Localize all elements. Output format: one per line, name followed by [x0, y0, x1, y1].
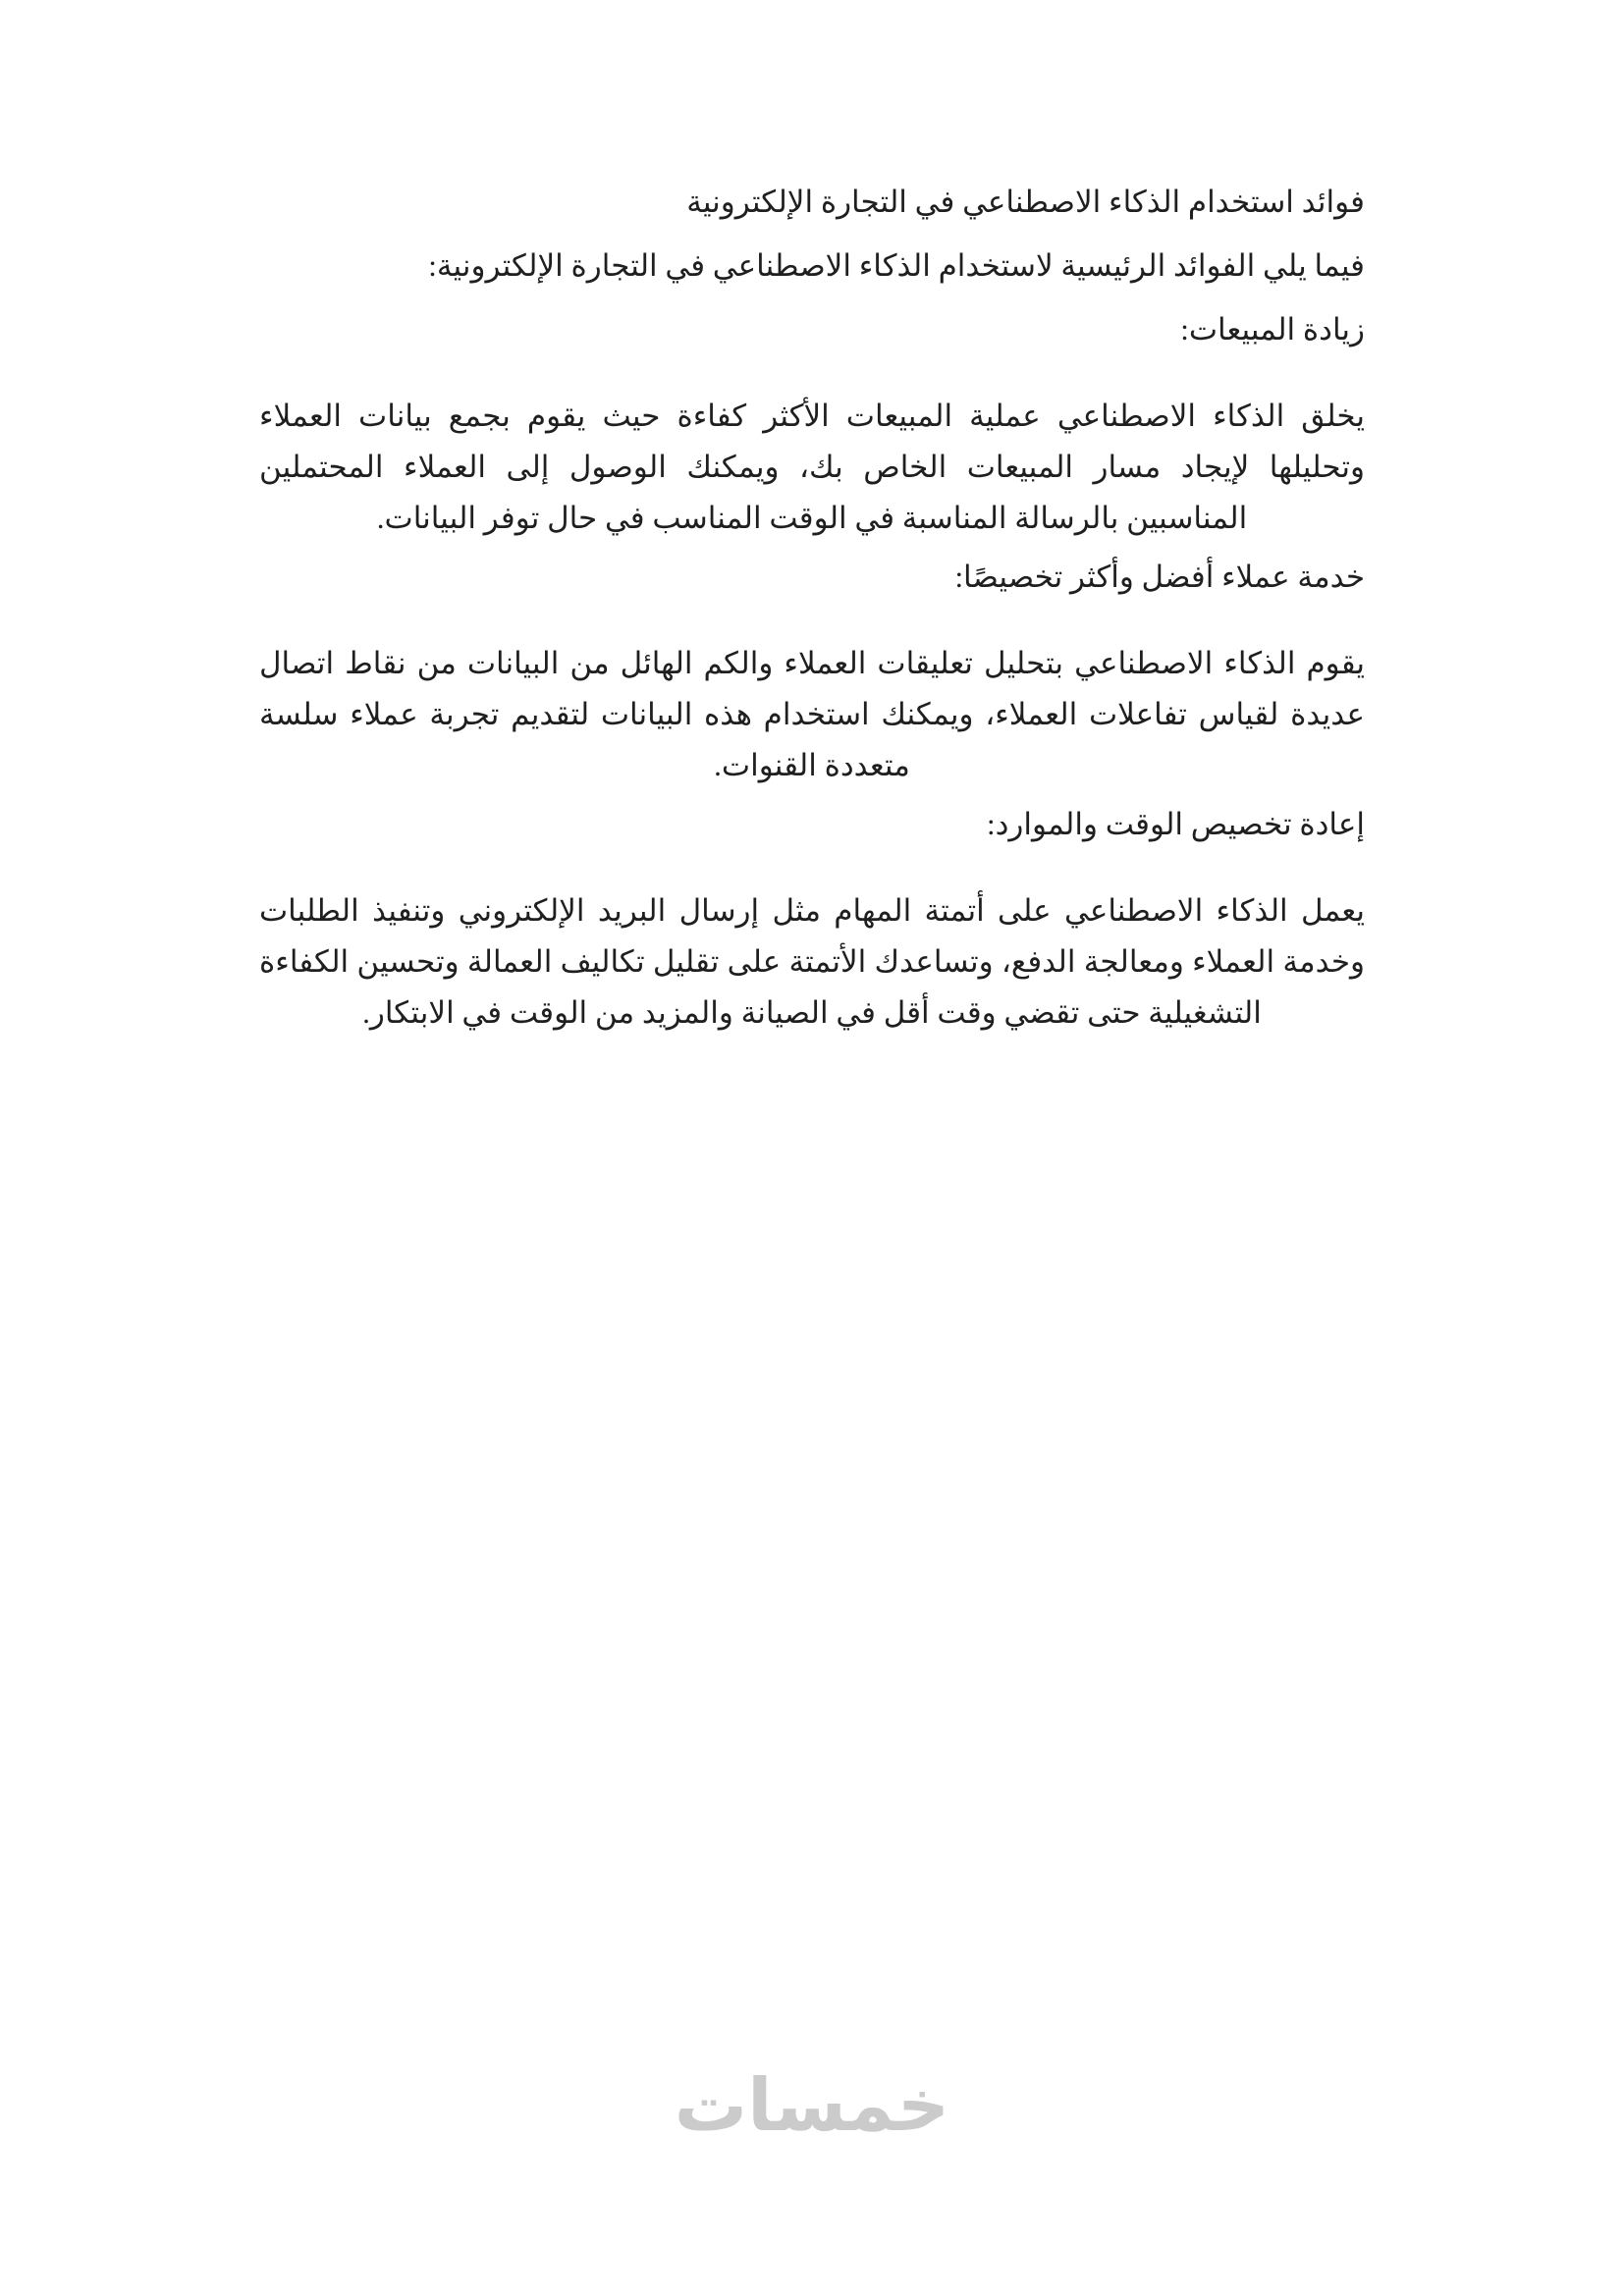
section-body-time-resources: يعمل الذكاء الاصطناعي على أتمتة المهام مثل إرسال البريد الإلكتروني وتنفيذ الطلبات وخدمة العملاء ومعالجة الدفع، وتساعدك الأتمتة على تقليل تكاليف العمالة وتحسين الكفاءة التشغيلية حتى تقضي وقت أقل في الصيانة والمزيد من الوقت في الابتكار. [259, 893, 1365, 1030]
section-heading-time-resources: إعادة تخصيص الوقت والموارد: [986, 807, 1365, 841]
section-heading-customer-service: خدمة عملاء أفضل وأكثر تخصيصًا: [954, 560, 1365, 594]
khamsat-watermark-logo: خمسات [674, 2063, 950, 2148]
intro-line: فيما يلي الفوائد الرئيسية لاستخدام الذكاء الاصطناعي في التجارة الإلكترونية: [428, 248, 1365, 283]
document-title: فوائد استخدام الذكاء الاصطناعي في التجارة الإلكترونية [686, 185, 1365, 219]
section-body-sales-increase: يخلق الذكاء الاصطناعي عملية المبيعات الأكثر كفاءة حيث يقوم بجمع بيانات العملاء وتحليلها لإيجاد مسار المبيعات الخاص بك، ويمكنك الوصول إلى العملاء المحتملين المناسبين بالرسالة المناسبة في الوقت المناسب في حال توفر البيانات. [259, 399, 1365, 535]
document-content [259, 177, 1365, 1046]
section-heading-sales-increase: زيادة المبيعات: [1180, 312, 1365, 347]
section-body-customer-service: يقوم الذكاء الاصطناعي بتحليل تعليقات العملاء والكم الهائل من البيانات من نقاط اتصال عديدة لقياس تفاعلات العملاء، ويمكنك استخدام هذه البيانات لتقديم تجربة عملاء سلسة متعددة القنوات. [259, 646, 1365, 782]
